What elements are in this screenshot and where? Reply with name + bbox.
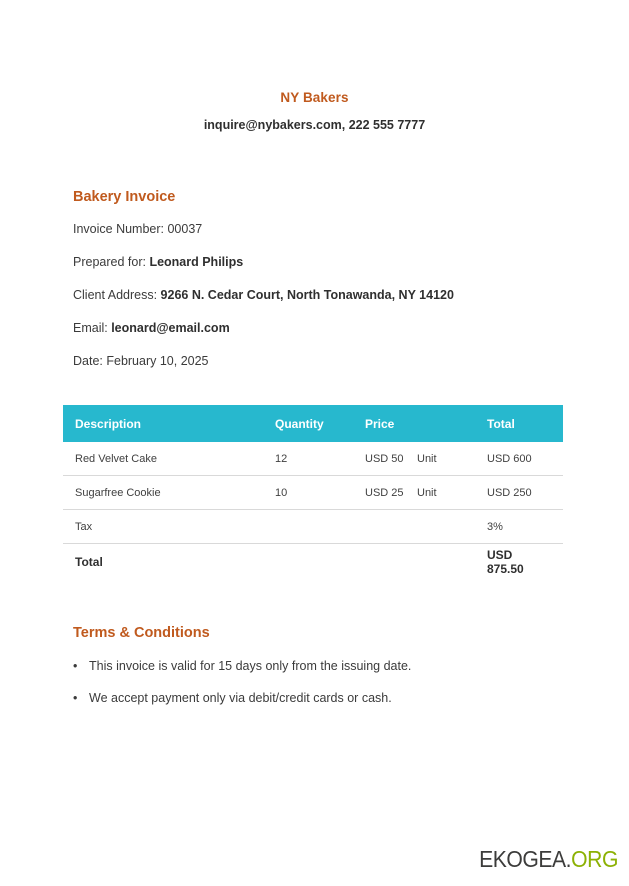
total-value: USD 875.50 <box>487 548 524 576</box>
cell-unit: Unit <box>417 452 437 465</box>
invoice-number-label: Invoice Number: <box>73 222 168 236</box>
terms-item-text: We accept payment only via debit/credit cards or cash. <box>89 691 392 705</box>
header-total: Total <box>487 416 515 431</box>
cell-unit: Unit <box>417 486 437 499</box>
brand-tld-text: ORG <box>571 846 618 872</box>
header-description: Description <box>75 416 142 431</box>
cell-price: USD 25 <box>365 486 404 499</box>
table-row-tax <box>63 510 563 544</box>
prepared-for-line <box>73 253 543 271</box>
terms-title: Terms & Conditions <box>73 625 210 641</box>
terms-item <box>73 659 543 673</box>
cell-quantity: 10 <box>275 486 288 499</box>
table-total-row <box>63 544 563 580</box>
date-value: February 10, 2025 <box>106 354 209 368</box>
cell-description: Tax <box>75 520 93 533</box>
terms-item <box>73 691 543 705</box>
company-name: NY Bakers <box>280 90 349 105</box>
email-value: leonard@email.com <box>111 321 230 335</box>
table-header-row <box>63 405 563 442</box>
email-label: Email: <box>73 321 112 335</box>
total-label: Total <box>75 555 103 569</box>
client-address-value: 9266 N. Cedar Court, North Tonawanda, NY 14120 <box>160 288 454 302</box>
cell-total: USD 600 <box>487 452 532 465</box>
prepared-for-label: Prepared for: <box>73 255 150 269</box>
header-quantity: Quantity <box>275 416 324 431</box>
client-address-label: Client Address: <box>73 288 161 302</box>
invoice-number-value: 00037 <box>167 222 203 236</box>
prepared-for-value: Leonard Philips <box>149 255 244 269</box>
bullet-icon: • <box>73 659 78 673</box>
table-row <box>63 442 563 476</box>
terms-item-text: This invoice is valid for 15 days only from the issuing date. <box>89 659 412 673</box>
invoice-meta-section <box>73 189 543 370</box>
letterhead <box>0 0 629 132</box>
cell-total: 3% <box>487 520 503 533</box>
company-contact: inquire@nybakers.com, 222 555 7777 <box>203 118 426 132</box>
invoice-title: Bakery Invoice <box>73 189 176 205</box>
email-line <box>73 319 543 337</box>
invoice-number-line <box>73 220 543 238</box>
table-row <box>63 476 563 510</box>
cell-description: Sugarfree Cookie <box>75 486 161 499</box>
brand-name-text: EKOGEA. <box>479 846 572 872</box>
items-table <box>63 405 563 580</box>
date-line <box>73 352 543 370</box>
cell-total: USD 250 <box>487 486 532 499</box>
terms-section <box>73 625 543 705</box>
date-label: Date: <box>73 354 107 368</box>
client-address-line <box>73 286 485 304</box>
header-price: Price <box>365 416 395 431</box>
cell-price: USD 50 <box>365 452 404 465</box>
cell-quantity: 12 <box>275 452 288 465</box>
bullet-icon: • <box>73 691 78 705</box>
cell-description: Red Velvet Cake <box>75 452 157 465</box>
footer-brand-logo <box>479 846 618 873</box>
